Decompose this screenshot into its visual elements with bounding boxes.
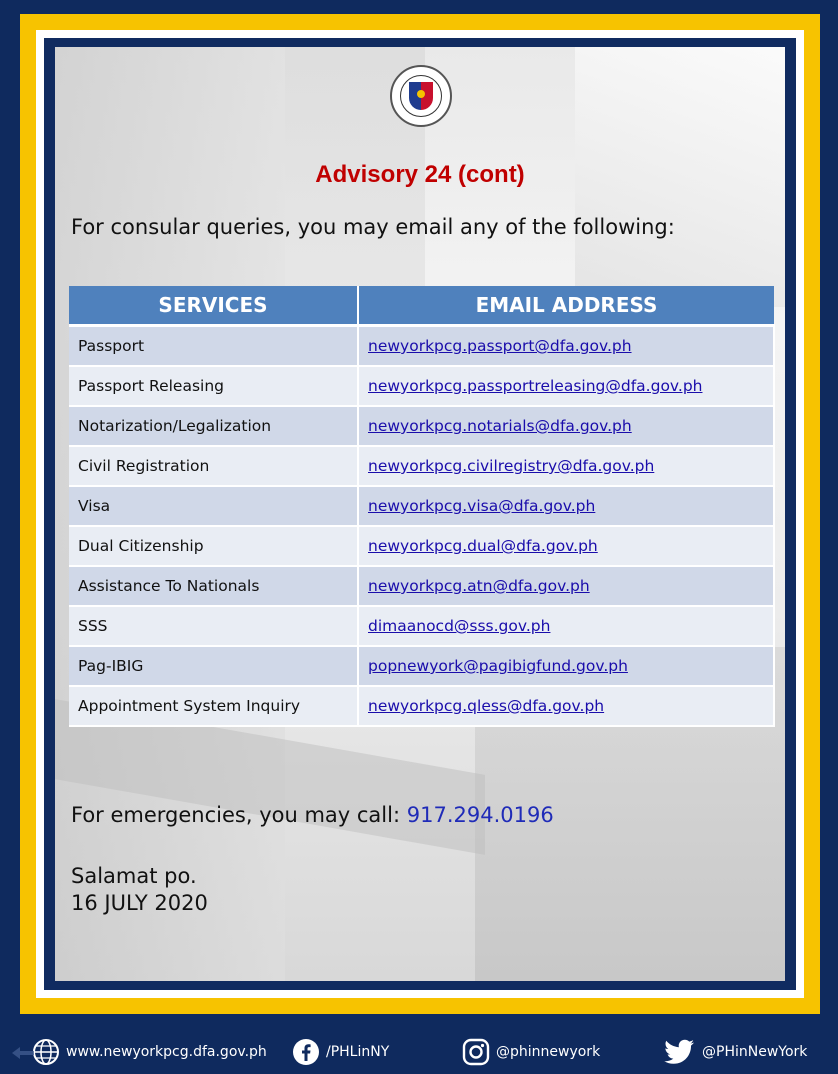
arrow-left-icon (10, 1046, 36, 1060)
emergency-line (71, 803, 554, 827)
email-link[interactable]: popnewyork@pagibigfund.gov.ph (368, 657, 628, 675)
email-cell (358, 366, 774, 406)
globe-icon (32, 1038, 60, 1066)
table-row (69, 366, 774, 406)
emergency-phone[interactable]: 917.294.0196 (406, 803, 554, 827)
email-link[interactable]: newyorkpcg.visa@dfa.gov.ph (368, 497, 596, 515)
footer-twitter[interactable] (662, 1030, 807, 1074)
instagram-icon (462, 1038, 490, 1066)
service-name: Pag-IBIG (69, 646, 358, 686)
email-cell (358, 606, 774, 646)
email-cell (358, 326, 774, 367)
table-row (69, 646, 774, 686)
table-row (69, 406, 774, 446)
column-header-email: EMAIL ADDRESS (358, 286, 774, 326)
service-name: Civil Registration (69, 446, 358, 486)
instagram-text: @phinnewyork (496, 1044, 601, 1060)
facebook-icon (292, 1038, 320, 1066)
advisory-panel (55, 47, 785, 981)
footer-instagram[interactable] (462, 1030, 600, 1074)
footer-bar (0, 1030, 838, 1074)
table-header-row (69, 286, 774, 326)
twitter-text: @PHinNewYork (702, 1044, 808, 1060)
service-name: Passport Releasing (69, 366, 358, 406)
email-link[interactable]: newyorkpcg.qless@dfa.gov.ph (368, 697, 605, 715)
email-link[interactable]: newyorkpcg.notarials@dfa.gov.ph (368, 417, 632, 435)
service-name: Appointment System Inquiry (69, 686, 358, 726)
website-text: www.newyorkpcg.dfa.gov.ph (66, 1044, 267, 1060)
closing-block (71, 863, 208, 917)
email-link[interactable]: dimaanocd@sss.gov.ph (368, 617, 551, 635)
email-link[interactable]: newyorkpcg.passport@dfa.gov.ph (368, 337, 632, 355)
email-link[interactable]: newyorkpcg.civilregistry@dfa.gov.ph (368, 457, 655, 475)
email-link[interactable]: newyorkpcg.atn@dfa.gov.ph (368, 577, 590, 595)
table-row (69, 566, 774, 606)
closing-thanks: Salamat po. (71, 864, 197, 888)
column-header-services: SERVICES (69, 286, 358, 326)
footer-facebook[interactable] (292, 1030, 389, 1074)
table-row (69, 446, 774, 486)
advisory-title: Advisory 24 (cont) (315, 161, 525, 188)
footer-website[interactable] (32, 1030, 267, 1074)
service-name: Assistance To Nationals (69, 566, 358, 606)
services-table (69, 286, 775, 727)
table-row (69, 526, 774, 566)
service-name: SSS (69, 606, 358, 646)
email-cell (358, 686, 774, 726)
service-name: Notarization/Legalization (69, 406, 358, 446)
intro-text: For consular queries, you may email any of the following: (71, 215, 675, 239)
service-name: Passport (69, 326, 358, 367)
email-link[interactable]: newyorkpcg.passportreleasing@dfa.gov.ph (368, 377, 703, 395)
email-cell (358, 406, 774, 446)
service-name: Visa (69, 486, 358, 526)
consulate-seal-icon (390, 65, 452, 127)
table-row (69, 686, 774, 726)
table-row (69, 326, 774, 367)
email-cell (358, 646, 774, 686)
table-row (69, 606, 774, 646)
email-cell (358, 486, 774, 526)
email-link[interactable]: newyorkpcg.dual@dfa.gov.ph (368, 537, 598, 555)
emergency-label: For emergencies, you may call: (71, 803, 407, 827)
table-row (69, 486, 774, 526)
facebook-text: /PHLinNY (326, 1044, 390, 1060)
email-cell (358, 446, 774, 486)
closing-date: 16 JULY 2020 (71, 891, 208, 915)
email-cell (358, 566, 774, 606)
twitter-icon (662, 1038, 696, 1066)
service-name: Dual Citizenship (69, 526, 358, 566)
email-cell (358, 526, 774, 566)
